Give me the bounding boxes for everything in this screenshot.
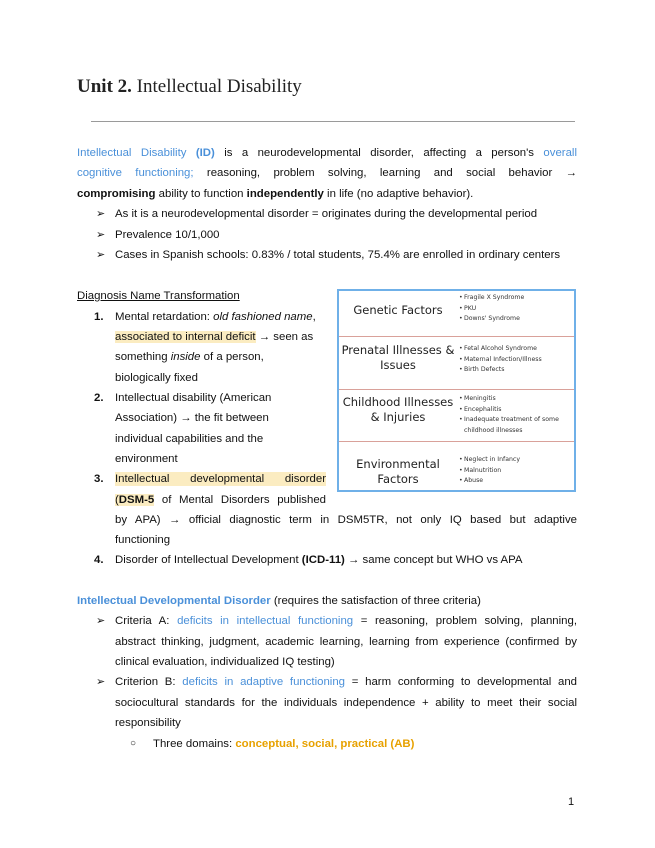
criterion-b-line: Criterion B: deficits in adaptive functioning = harm conforming to developmental and [115, 676, 577, 688]
list-item-line: environment [115, 453, 178, 465]
arrow-bullet-icon: ➢ [96, 229, 106, 241]
arrow-bullet-icon: ➢ [96, 208, 106, 220]
diagram-list-item: • Fragile X Syndrome [459, 293, 574, 304]
arrow-bullet-icon: ➢ [96, 615, 106, 627]
diagnosis-heading: Diagnosis Name Transformation [77, 290, 240, 302]
list-item-line: individual capabilities and the [115, 433, 264, 445]
list-number: 1. [94, 311, 104, 323]
bullet-item: Prevalence 10/1,000 [115, 229, 220, 241]
list-item-line: Intellectual disability (American [115, 392, 272, 404]
diagram-list-item: • Inadequate treatment of some childhood illnesses [459, 415, 574, 436]
circle-bullet-icon: ○ [130, 738, 137, 749]
criterion-a-line: clinical evaluation, individualized IQ testing) [115, 656, 335, 668]
criterion-a-line: Criteria A: deficits in intellectual functioning = reasoning, problem solving, planning, [115, 615, 578, 627]
idd-heading: Intellectual Developmental Disorder (requires the satisfaction of three criteria) [77, 595, 481, 607]
title-divider [91, 121, 575, 122]
list-number: 3. [94, 473, 104, 485]
list-item-line: associated to internal deficit → seen as [115, 331, 314, 343]
list-item-line: Intellectual developmental disorder [115, 473, 326, 485]
list-item-line: Disorder of Intellectual Development (ICD-11) → same concept but WHO vs APA [115, 554, 523, 566]
list-item-line: Mental retardation: old fashioned name, [115, 311, 316, 323]
diagram-list-item: • Fetal Alcohol Syndrome [459, 344, 574, 355]
diagram-list [459, 455, 574, 487]
page-number: 1 [568, 796, 575, 808]
criterion-b-line: responsibility [115, 717, 181, 729]
list-number: 4. [94, 554, 104, 566]
bullet-item: As it is a neurodevelopmental disorder = originates during the developmental period [115, 208, 538, 220]
arrow-bullet-icon: ➢ [96, 249, 106, 261]
diagram-list-item: • Malnutrition [459, 466, 574, 477]
causes-diagram [337, 289, 576, 492]
list-number: 2. [94, 392, 104, 404]
diagram-list-item: • Meningitis [459, 394, 574, 405]
diagram-label: Environmental Factors [356, 457, 440, 486]
criterion-b-line: sociocultural standards for the individuals independence + ability to meet their social [115, 697, 577, 709]
diagram-list-item: • Abuse [459, 476, 574, 487]
list-item-line: biologically fixed [115, 372, 198, 384]
diagram-divider [339, 441, 574, 442]
diagram-divider [339, 389, 574, 390]
diagram-list [459, 344, 574, 376]
intro-line-3: compromising ability to function independently in life (no adaptive behavior). [77, 188, 474, 200]
list-item-line: (DSM-5 of Mental Disorders published [115, 494, 326, 506]
diagram-label: Childhood Illnesses & Injuries [342, 395, 454, 424]
list-item-line: Association) → the fit between [115, 412, 269, 424]
page-title: Unit 2. Intellectual Disability [77, 76, 302, 97]
diagram-list [459, 293, 574, 325]
diagram-list-item: • Neglect in Infancy [459, 455, 574, 466]
intro-line-1: Intellectual Disability (ID) is a neurodevelopmental disorder, affecting a person's overall [77, 147, 577, 159]
diagram-list [459, 394, 574, 436]
list-item-line: something inside of a person, [115, 351, 264, 363]
diagram-label: Prenatal Illnesses & Issues [341, 343, 455, 372]
domains-line: Three domains: conceptual, social, practical (AB) [153, 738, 415, 750]
diagram-divider [339, 336, 574, 337]
intro-line-2: cognitive functioning; reasoning, problem solving, learning and social behavior → [77, 167, 577, 179]
criterion-a-line: abstract thinking, judgment, academic learning, learning from experience (confirmed by [115, 636, 577, 648]
diagram-list-item: • Maternal Infection/Illness [459, 355, 574, 366]
bullet-item: Cases in Spanish schools: 0.83% / total students, 75.4% are enrolled in ordinary centers [115, 249, 561, 261]
list-item-line: functioning [115, 534, 171, 546]
list-item-line: by APA) → official diagnostic term in DSM5TR, not only IQ based but adaptive [115, 514, 577, 526]
diagram-list-item: • Birth Defects [459, 365, 574, 376]
diagram-list-item: • Downs' Syndrome [459, 314, 574, 325]
arrow-bullet-icon: ➢ [96, 676, 106, 688]
diagram-list-item: • PKU [459, 304, 574, 315]
diagram-label: Genetic Factors [353, 303, 443, 317]
diagram-list-item: • Encephalitis [459, 405, 574, 416]
